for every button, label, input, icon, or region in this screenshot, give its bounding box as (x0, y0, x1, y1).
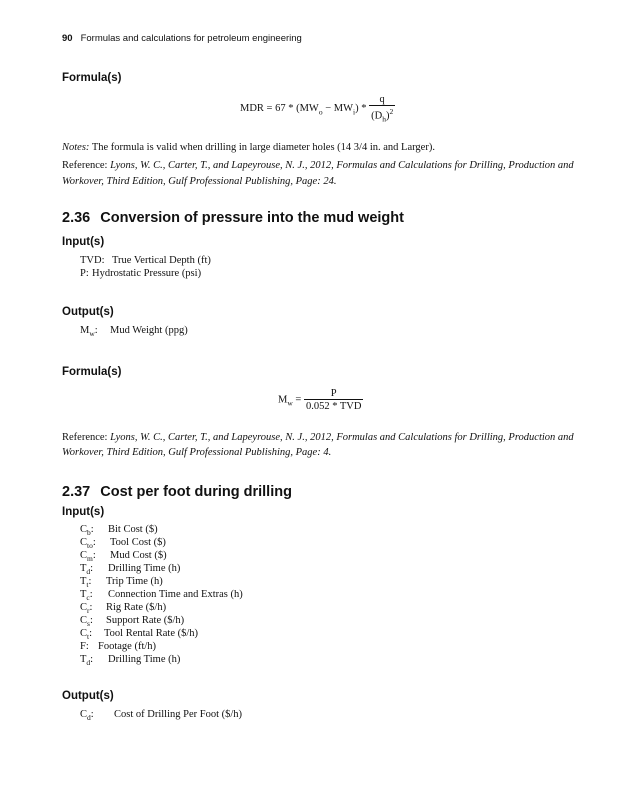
formula-mdr: MDR = $67 * (MW_o - MW_i)$ * $\frac{q}{(D_h)^2}$ (240, 94, 394, 124)
running-header (62, 33, 302, 44)
formula-mw: $M_w$ = $\frac{P}{\text{0.052 * TVD}}$ (278, 388, 362, 412)
output-item-mw: $M_w$: Mud Weight (ppg) (80, 325, 188, 339)
formula-mw-fraction: $\frac{P}{\text{0.052 * TVD}}$ (305, 388, 362, 412)
reference-prev-line1: Reference: Lyons, W. C., Carter, T., and Lapeyrouse, N. J., 2012, Formulas and Calculations for Drilling, Production and (62, 160, 574, 171)
reference-2-36-line1: Reference: Lyons, W. C., Carter, T., and Lapeyrouse, N. J., 2012, Formulas and Calculations for Drilling, Production and (62, 432, 574, 443)
notes-paragraph: Notes: The formula is valid when drilling in large diameter holes (14 3/4 in. and Larger). (62, 142, 435, 153)
input-item: F: Footage (ft/h) (80, 641, 157, 652)
input-heading-2-37: Input(s) (62, 506, 105, 518)
input-item: $C_s$: Support Rate ($/h) (80, 615, 185, 629)
output-heading-2-37: Output(s) (62, 690, 114, 702)
output-item-cd: $C_d$: Cost of Drilling Per Foot ($/h) (80, 709, 243, 723)
input-heading-2-36: Input(s) (62, 236, 105, 248)
input-item: $C_b$: Bit Cost ($) (80, 524, 158, 538)
input-item: $T_c$: Connection Time and Extras (h) (80, 589, 243, 603)
output-heading-2-36: Output(s) (62, 306, 114, 318)
input-item-tvd: TVD: True Vertical Depth (ft) (80, 255, 211, 266)
input-item: $C_r$: Rig Rate ($/h) (80, 602, 167, 616)
formula-heading-prev: Formula(s) (62, 72, 122, 84)
page-number: 90 (62, 33, 73, 44)
formula-mdr-fraction: $\frac{q}{(D_h)^2}$ (371, 94, 394, 124)
section-2-36-heading: 2.36 Conversion of pressure into the mud weight (62, 210, 404, 226)
input-item: $T_t$: Trip Time (h) (80, 576, 163, 590)
input-item: $T_d$: Drilling Time (h) (80, 563, 181, 577)
section-2-37-heading: 2.37 Cost per foot during drilling (62, 484, 292, 500)
input-item: $C_{to}$: Tool Cost ($) (80, 537, 166, 551)
reference-prev-line2: Workover, Third Edition, Gulf Professional Publishing, Page: 24. (62, 176, 337, 187)
reference-2-36-line2: Workover, Third Edition, Gulf Professional Publishing, Page: 4. (62, 447, 332, 458)
input-item: $T_d$: Drilling Time (h) (80, 654, 181, 668)
input-item-p: P: Hydrostatic Pressure (psi) (80, 268, 202, 279)
formula-heading-2-36: Formula(s) (62, 366, 122, 378)
input-item: $C_t$: Tool Rental Rate ($/h) (80, 628, 199, 642)
input-item: $C_m$: Mud Cost ($) (80, 550, 167, 564)
running-title: Formulas and calculations for petroleum engineering (80, 33, 302, 44)
